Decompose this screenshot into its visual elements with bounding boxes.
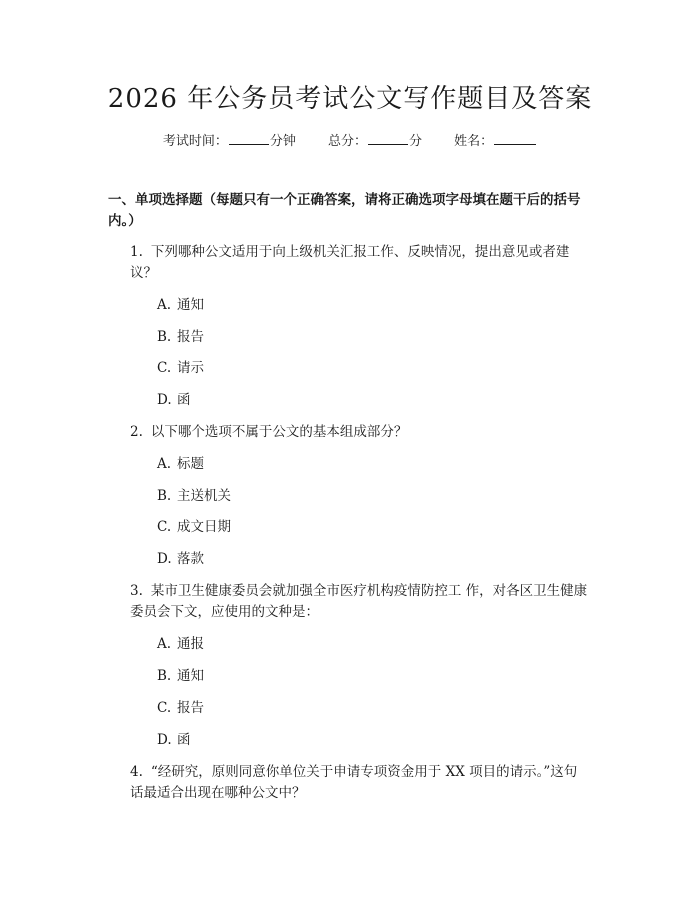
option-text: 报告	[177, 329, 204, 345]
question-number: 3.	[130, 583, 143, 599]
option-3-a	[157, 634, 204, 654]
option-letter: B.	[157, 488, 172, 504]
option-letter: C.	[157, 700, 172, 716]
exam-score	[328, 130, 422, 152]
option-text: 报告	[177, 700, 204, 716]
question-4	[130, 762, 590, 804]
question-number: 2.	[130, 424, 143, 440]
option-text: 落款	[177, 551, 204, 567]
question-1	[130, 242, 590, 284]
option-letter: B.	[157, 668, 172, 684]
option-text: 成文日期	[177, 519, 231, 535]
score-label: 总分：	[327, 134, 367, 149]
option-2-a	[157, 454, 204, 474]
question-3	[130, 581, 590, 623]
question-number: 1.	[130, 244, 143, 260]
option-text: 通知	[177, 668, 204, 684]
option-3-c	[157, 698, 204, 718]
option-3-b	[157, 666, 204, 686]
question-2	[130, 422, 590, 443]
option-letter: A.	[157, 636, 172, 652]
question-text: 某市卫生健康委员会就加强全市医疗机构疫情防控工 作，对各区卫生健康委员会下文，应使用的文种是：	[130, 583, 588, 620]
section-heading: 一、单项选择题（每题只有一个正确答案，请将正确选项字母填在题干后的括号内。）	[108, 192, 581, 229]
exam-time	[163, 130, 296, 152]
option-text: 函	[177, 392, 191, 408]
exam-name	[454, 130, 537, 152]
option-letter: C.	[157, 519, 172, 535]
option-1-c	[157, 358, 204, 378]
option-2-c	[157, 517, 231, 537]
option-text: 标题	[177, 456, 204, 472]
score-blank	[368, 130, 408, 145]
question-number: 4.	[130, 764, 143, 780]
time-label: 考试时间：	[162, 134, 228, 149]
page-title: 2026 年公务员考试公文写作题目及答案	[107, 84, 593, 114]
option-text: 通知	[177, 297, 204, 313]
option-letter: D.	[157, 551, 172, 567]
option-letter: C.	[157, 360, 172, 376]
time-blank	[229, 130, 269, 145]
option-text: 函	[177, 732, 191, 748]
name-blank	[494, 130, 536, 145]
option-letter: A.	[157, 297, 172, 313]
option-text: 主送机关	[177, 488, 231, 504]
option-2-d	[157, 549, 204, 569]
option-3-d	[157, 730, 191, 750]
option-1-d	[157, 390, 191, 410]
time-unit: 分钟	[269, 134, 296, 149]
option-1-b	[157, 327, 204, 347]
question-text: 以下哪个选项不属于公文的基本组成部分？	[150, 424, 408, 440]
score-unit: 分	[409, 134, 423, 149]
option-letter: A.	[157, 456, 172, 472]
option-text: 通报	[177, 636, 204, 652]
question-text: 下列哪种公文适用于向上级机关汇报工作、反映情况，提出意见或者建议？	[130, 244, 570, 281]
option-text: 请示	[177, 360, 204, 376]
option-letter: B.	[157, 329, 172, 345]
option-2-b	[157, 486, 231, 506]
exam-meta	[0, 130, 700, 152]
name-label: 姓名：	[454, 134, 494, 149]
option-letter: D.	[157, 732, 172, 748]
option-letter: D.	[157, 392, 172, 408]
question-text: “经研究，原则同意你单位关于申请专项资金用于 XX 项目的请示。”这句话最适合出现在哪种公文中？	[130, 764, 578, 801]
option-1-a	[157, 295, 204, 315]
